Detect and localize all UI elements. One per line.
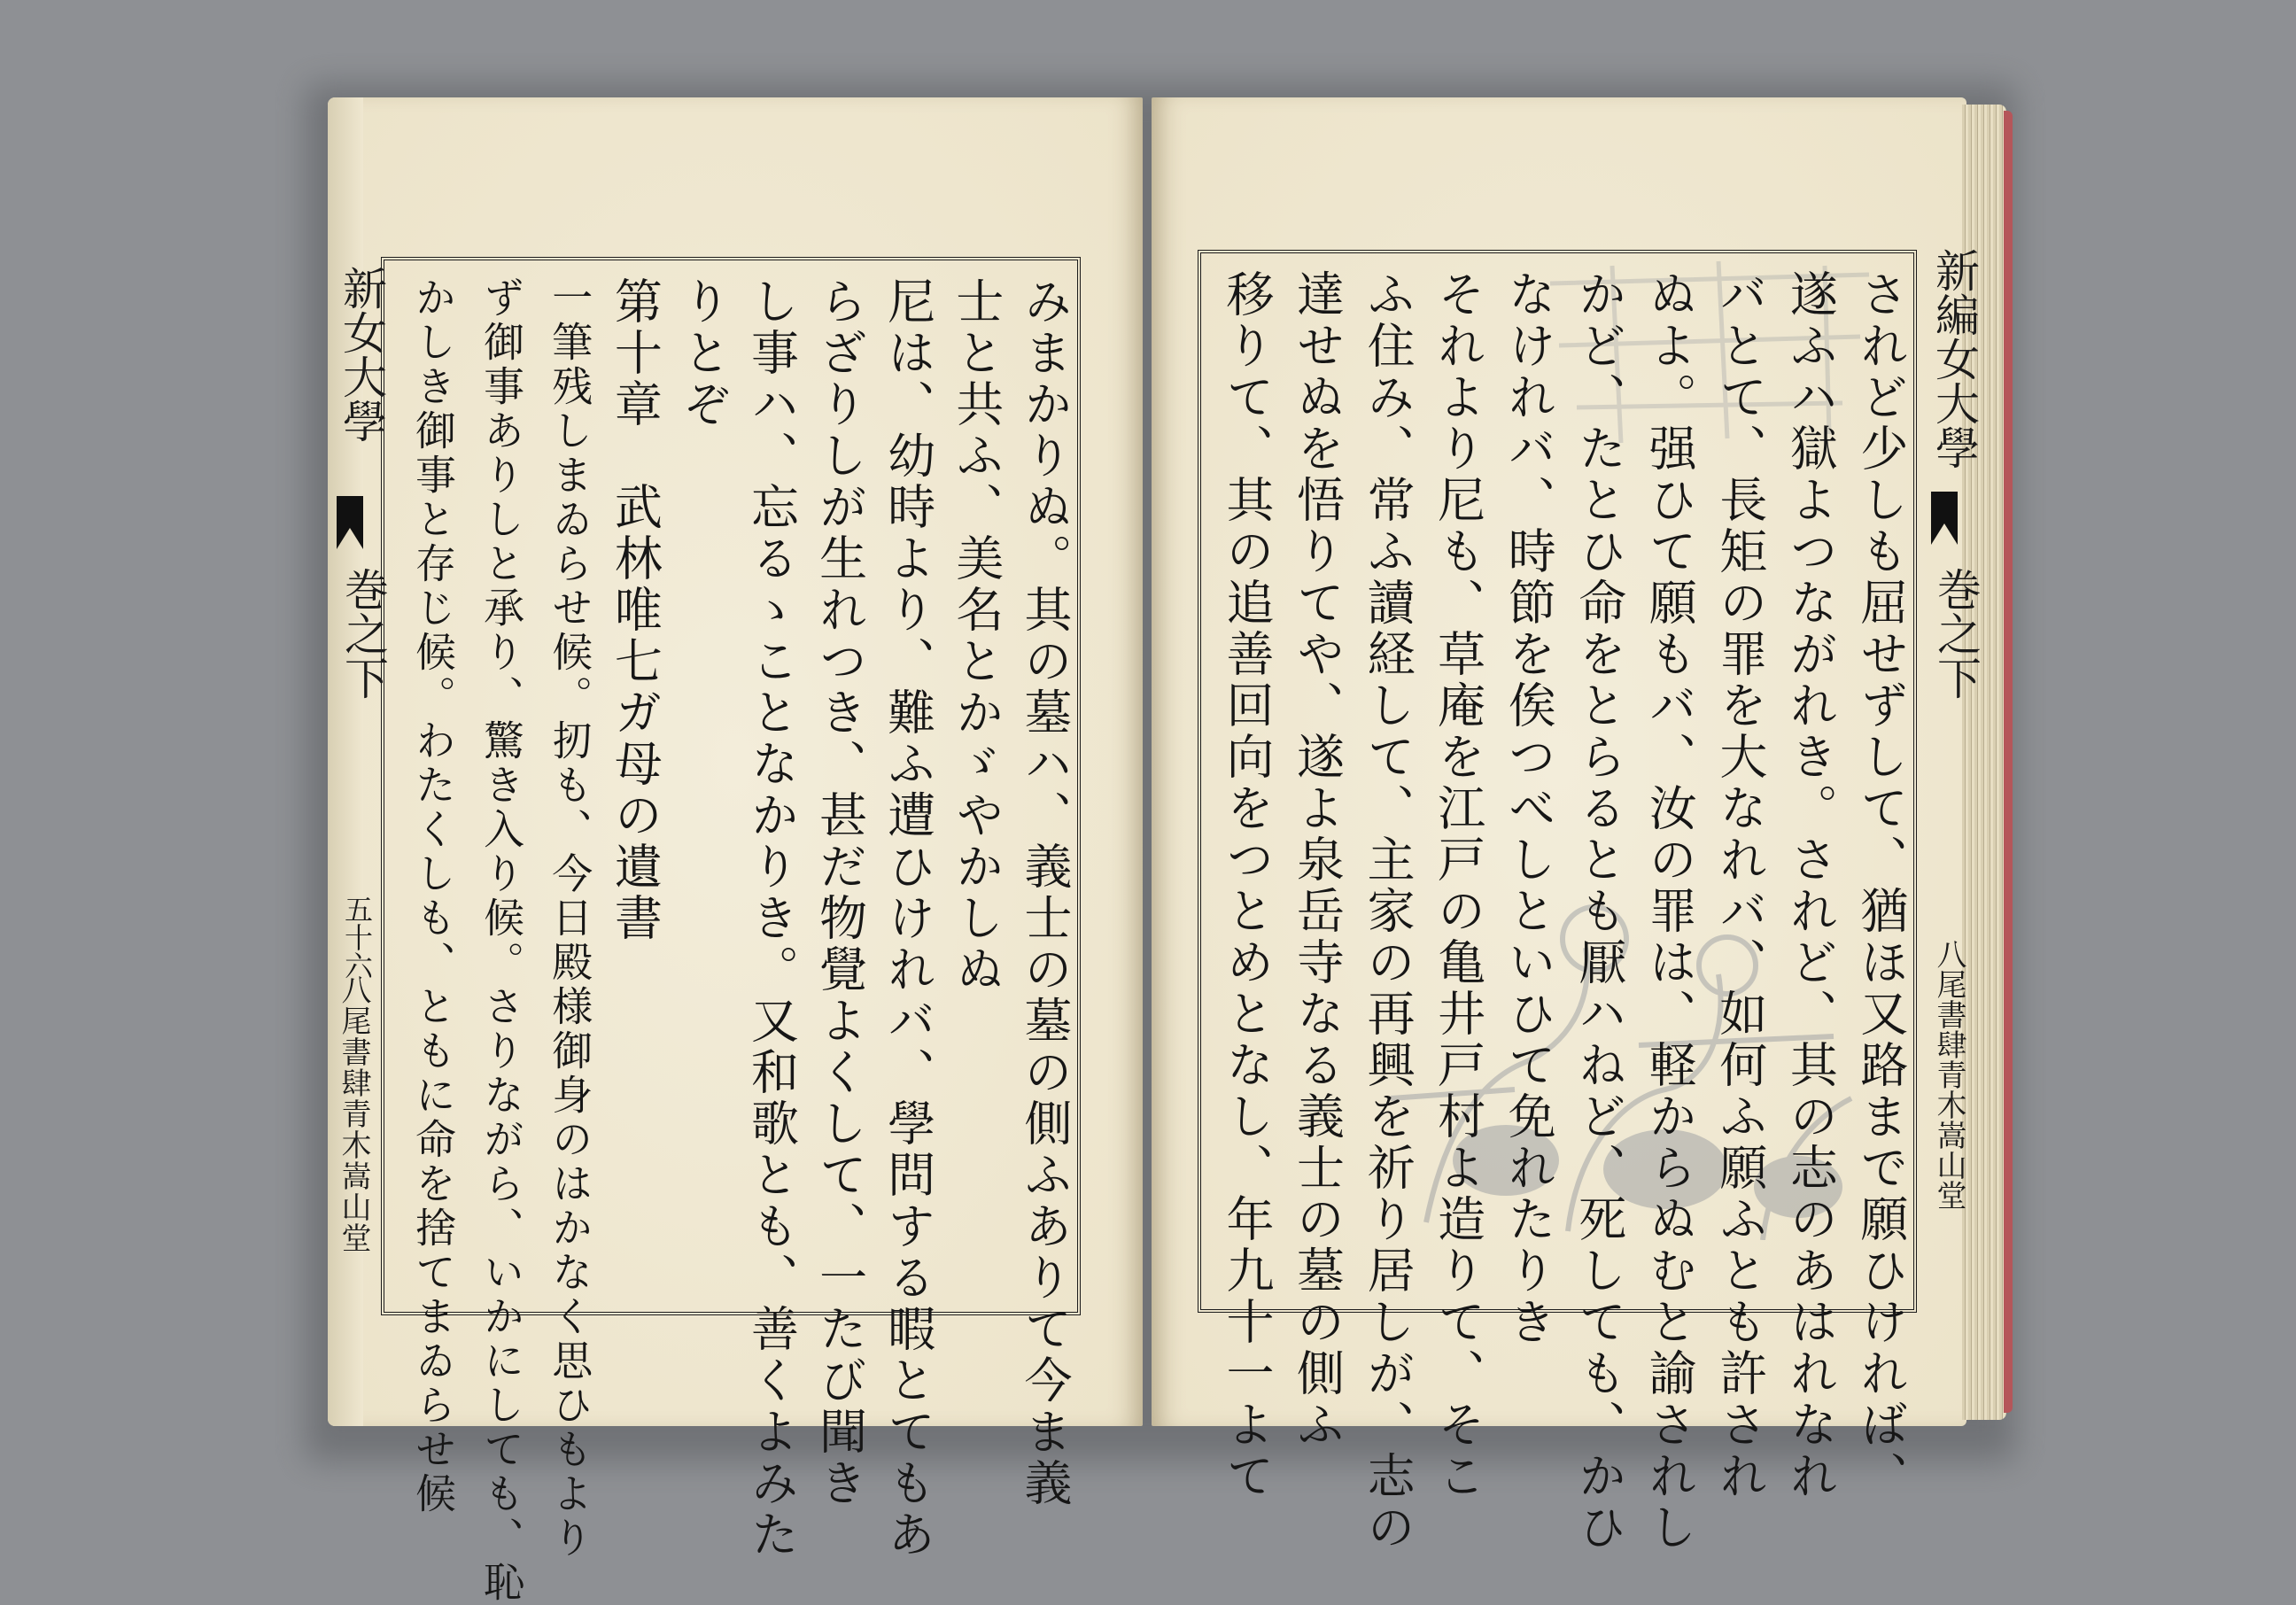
text-column: 移りて、其の追善回向をつとめとなし、年九十一よて: [1219, 269, 1275, 1502]
text-column: なけれバ、時節を俟つべしといひて免れたりき: [1501, 269, 1557, 1348]
text-column: 士と共ふ、美名とかゞやかしぬ: [948, 276, 1004, 996]
left-text-columns: [393, 276, 1073, 1605]
text-column: りとぞ: [675, 276, 732, 430]
text-column: らざりしが生れつき、甚だ物覺よくして、一たび聞き: [811, 276, 868, 1509]
text-column: みまかりぬ。其の墓ハ、義士の墓の側ふありて今ま義: [1016, 276, 1073, 1509]
left-margin-page-number: 五十六: [340, 895, 374, 980]
left-margin-title: 新女大學: [336, 266, 387, 443]
text-column: されど少しも屈せずして、猶ほ又路まで願ひければ、: [1852, 269, 1909, 1502]
text-column: かしき御事と存じ候。わたくしも、ともに命を捨てまゐらせ候: [409, 276, 457, 1516]
text-column: ふ住み、常ふ讀経して、主家の再興を祈り居しが、志の: [1360, 269, 1416, 1554]
text-column: ぬよ。强ひて願もバ、汝の罪は、軽からぬむと諭されし: [1641, 269, 1698, 1554]
text-column: 一筆残しまゐらせ候。扨も、今日殿様御身のはかなく思ひもより: [546, 276, 594, 1561]
right-text-frame: [1198, 250, 1917, 1554]
text-column: それより尼も、草庵を江戸の亀井戸村よ造りて、そこ: [1430, 269, 1486, 1502]
text-column: 遂ふハ獄よつながれき。されど、其の志のあはれなれ: [1782, 269, 1839, 1502]
text-column: し事ハ、忘るゝことなかりき。又和歌とも、善くよみた: [743, 276, 800, 1561]
left-margin-publisher: 八尾書肆青木嵩山堂: [336, 974, 371, 1253]
right-margin-publisher: 八尾書肆青木嵩山堂: [1931, 939, 1966, 1210]
text-column: ず御事ありしと承り、驚き入り候。さりながら、いかにしても、恥: [477, 276, 526, 1605]
left-text-frame: [381, 257, 1081, 1605]
right-margin-volume: 巻之下: [1930, 567, 1982, 700]
text-column: 達せぬを悟りてや、遂よ泉岳寺なる義士の墓の側ふ: [1289, 269, 1346, 1451]
right-text-columns: [1210, 269, 1909, 1554]
right-margin-title: 新編女大學: [1928, 248, 1980, 469]
text-column: かど、たとひ命をとらるとも厭ハねど、死しても、かひ: [1571, 269, 1627, 1554]
red-dyed-edge: [2004, 111, 2013, 1413]
left-margin-volume: 巻之下: [337, 567, 389, 700]
text-column: 尼は、幼時より、難ふ遭ひけれバ、學問する暇とてもあ: [880, 276, 936, 1561]
chapter-heading: 第十章 武林唯七ガ母の遺書: [607, 276, 663, 944]
text-column: バとて、長矩の罪を大なれバ、如何ふ願ふとも許され: [1711, 269, 1768, 1502]
